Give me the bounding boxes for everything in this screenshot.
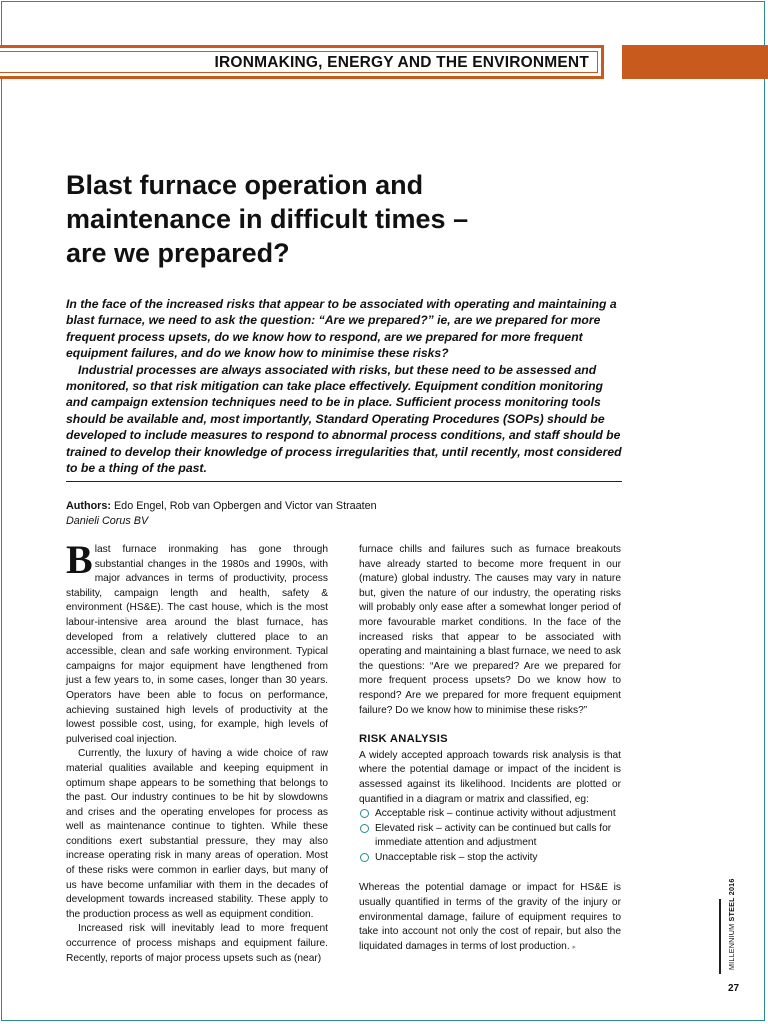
list-item-text: Elevated risk – activity can be continued but calls for immediate attention and adjustment [375,822,612,849]
body-column-left [66,537,328,966]
authors-names: Edo Engel, Rob van Opbergen and Victor van Straaten [113,500,377,512]
list-item [359,807,621,822]
list-item [359,851,621,866]
body-paragraph [359,881,621,955]
body-paragraph: furnace chills and failures such as furnace breakouts have already started to become more frequent in our (mature) global industry. The causes may vary in nature but, given the nature of our industry, the operating risks will probably only ease after a somewhat longer period of more favourable market conditions. In the face of the increased risks that appear to be associated with operating and maintaining a blast furnace, we need to ask the questions: “Are we prepared? Are we prepared for more frequent process upsets? Do we know how to respond? Are we prepared for more frequent equipment failure? Do we know how to minimise these risks?” [359,544,621,716]
divider-rule [66,481,622,482]
orange-accent-block [622,45,768,79]
affiliation: Danieli Corus BV [66,515,149,527]
section-banner [0,45,604,79]
publication-name [727,878,736,970]
authors-label: Authors: [66,500,111,512]
continue-arrow-icon: ▸ [572,943,577,951]
list-item-text: Unacceptable risk – stop the activity [375,851,538,863]
standfirst-paragraph: Industrial processes are always associated with risks, but these need to be assessed and monitored, so that risk mitigation can take place effectively. Equipment condition monitoring and campaign extension techniques need to be in place. Sufficient process monitoring tools should be available and, most importantly, Standard Operating Procedures (SOPs) should be developed to include measures to respond to abnormal process conditions, and staff should be trained to develop their knowledge of process irregularities that, until recently, most considered to be a thing of the past. [66,362,622,476]
footer-vertical-rule [719,899,721,974]
title-line: maintenance in difficult times – [66,204,469,234]
body-paragraph: Currently, the luxury of having a wide choice of raw material qualities available and keeping equipment in optimum shape appears to be something that belongs to the past. Our industry continues to be hit by slowdowns and crises and the operating envelopes for process as well as maintenance continue to tighten. While these conditions exert substantial pressure, they may also increase operating risk in many areas of operation. Most of these risks were common in earlier days, but many of us have become unfamiliar with them in the decades of development towards increased stability. These apply to the production process as well as equipment condition. [66,748,328,920]
section-title: IRONMAKING, ENERGY AND THE ENVIRONMENT [214,54,589,71]
title-line: Blast furnace operation and [66,170,424,200]
list-item-text: Acceptable risk – continue activity without adjustment [375,808,616,820]
article-title [66,168,626,270]
circle-bullet-icon [360,853,369,862]
body-paragraph [66,537,328,747]
publication-prefix: MILLENNIUM [727,923,736,970]
body-column-right [359,543,621,955]
body-paragraph-text: last furnace ironmaking has gone through substantial changes in the 1980s and 1990s, with major advances in terms of productivity, process stability, campaign length and health, safety & environment (HS&E). The cast house, which is the most labour-intensive area around the blast furnace, has developed from a relatively cluttered place to an accessible, clean and safe working environment. Typical campaigns for major equipment have lengthened from just a few years to, in some cases, longer than 30 years. Operators have been able to focus on performance, achieving sustained high levels of productivity at the lowest possible cost, using, for example, high levels of pulverised coal injection. [66,544,328,745]
body-paragraph: Increased risk will inevitably lead to more frequent occurrence of process mishaps and equipment failure. Recently, reports of major process upsets such as (near) [66,923,328,964]
spacer [359,865,621,881]
subheading-risk-analysis: RISK ANALYSIS [359,733,448,746]
byline [66,499,622,529]
circle-bullet-icon [360,824,369,833]
risk-level-list [359,807,621,865]
title-line: are we prepared? [66,238,290,268]
circle-bullet-icon [360,809,369,818]
page-number: 27 [728,983,740,994]
standfirst [66,296,624,476]
drop-cap: B [66,537,93,582]
list-item [359,822,621,851]
body-paragraph: A widely accepted approach towards risk analysis is that where the potential damage or impact of the incident is assessed against its likelihood. Incidents are plotted or quantified in a diagram or matrix and classified, eg: [359,749,621,805]
publication-bold: STEEL 2016 [727,878,736,922]
body-paragraph-text: Whereas the potential damage or impact for HS&E is usually quantified in terms of the gravity of the injury or environmental damage, failure of equipment requires to take into account not only the cost of repair, but also the liquidated damages in terms of lost production. [359,882,621,952]
standfirst-paragraph: In the face of the increased risks that appear to be associated with operating and maintaining a blast furnace, we need to ask the question: “Are we prepared?” ie, are we prepared for more frequent process upsets, do we know how to respond, are we prepared for more frequent equipment failures, and do we know how to minimise these risks? [66,297,617,361]
